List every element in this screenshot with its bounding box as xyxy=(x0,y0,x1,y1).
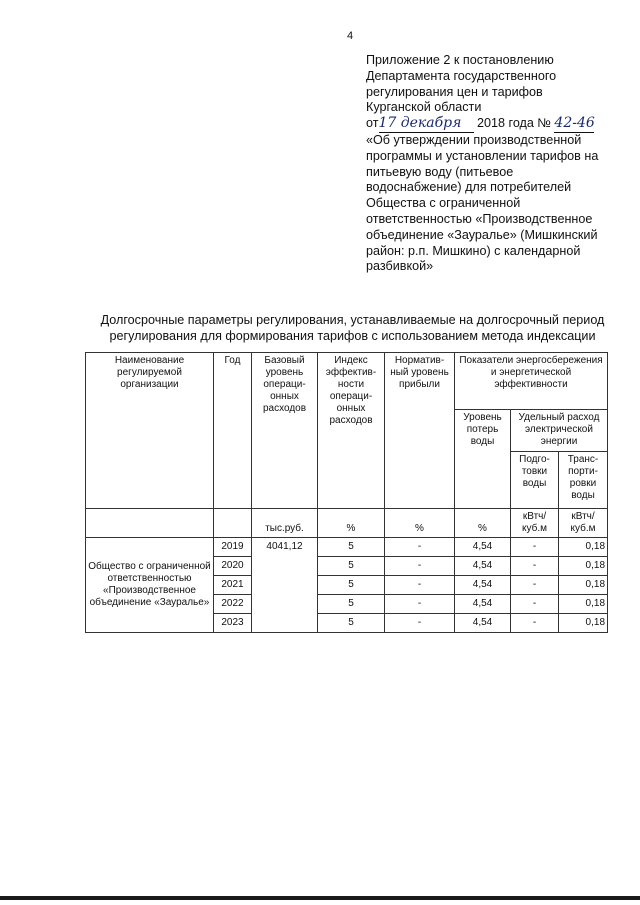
decree-line: ответственностью «Производственное xyxy=(366,211,593,226)
year-text: 2018 года № xyxy=(477,116,551,131)
cell-loss: 4,54 xyxy=(455,538,511,557)
header-specific: Удельный расход электрической энергии xyxy=(511,410,608,452)
appendix-line: Департамента государственного xyxy=(366,68,557,83)
cell-profit: - xyxy=(385,538,455,557)
cell-prep: - xyxy=(511,576,559,595)
cell-loss: 4,54 xyxy=(455,557,511,576)
header-index: Индекс эффектив-ности операци-онных расходов xyxy=(318,353,385,509)
cell-prep: - xyxy=(511,595,559,614)
cell-transport: 0,18 xyxy=(559,538,608,557)
cell-profit: - xyxy=(385,614,455,633)
units-profit: % xyxy=(385,509,455,538)
decree-line: питьевую воду (питьевое xyxy=(366,164,514,179)
handwritten-date: 17 декабря xyxy=(379,116,474,133)
cell-profit: - xyxy=(385,557,455,576)
title-line: регулирования для формирования тарифов с использованием метода индексации xyxy=(109,328,596,343)
decree-line: объединение «Зауралье» (Мишкинский xyxy=(366,227,598,242)
cell-prep: - xyxy=(511,614,559,633)
header-row xyxy=(86,353,608,410)
cell-index: 5 xyxy=(318,595,385,614)
page-number: 4 xyxy=(346,30,354,42)
cell-index: 5 xyxy=(318,557,385,576)
date-prefix: от xyxy=(366,116,379,131)
cell-profit: - xyxy=(385,576,455,595)
organization-name: Общество с ограниченной ответственностью «Производственное объединение «Зауралье» xyxy=(86,538,214,633)
cell-loss: 4,54 xyxy=(455,576,511,595)
cell-transport: 0,18 xyxy=(559,557,608,576)
header-profit: Норматив-ный уровень прибыли xyxy=(385,353,455,509)
header-prep: Подго-товки воды xyxy=(511,452,559,509)
cell-index: 5 xyxy=(318,538,385,557)
cell-index: 5 xyxy=(318,614,385,633)
units-row xyxy=(86,509,608,538)
decree-line: водоснабжение) для потребителей xyxy=(366,180,572,195)
units-base: тыс.руб. xyxy=(252,509,318,538)
table-row xyxy=(86,538,608,557)
header-year: Год xyxy=(214,353,252,509)
units-empty xyxy=(214,509,252,538)
cell-prep: - xyxy=(511,557,559,576)
cell-transport: 0,18 xyxy=(559,614,608,633)
cell-year: 2020 xyxy=(214,557,252,576)
header-org: Наименование регулируемой организации xyxy=(86,353,214,509)
appendix-line: Приложение 2 к постановлению xyxy=(366,53,554,67)
appendix-line: регулирования цен и тарифов xyxy=(366,84,543,99)
header-energy: Показатели энергосбережения и энергетической эффективности xyxy=(455,353,608,410)
cell-index: 5 xyxy=(318,576,385,595)
header-base: Базовый уровень операци-онных расходов xyxy=(252,353,318,509)
header-transport: Транс-порти-ровки воды xyxy=(559,452,608,509)
units-index: % xyxy=(318,509,385,538)
scan-edge-line xyxy=(0,896,640,900)
cell-profit: - xyxy=(385,595,455,614)
cell-transport: 0,18 xyxy=(559,595,608,614)
cell-transport: 0,18 xyxy=(559,576,608,595)
decree-line: Общества с ограниченной xyxy=(366,196,521,211)
units-loss: % xyxy=(455,509,511,538)
cell-year: 2022 xyxy=(214,595,252,614)
title-line: Долгосрочные параметры регулирования, устанавливаемые на долгосрочный период xyxy=(100,313,605,327)
appendix-line: Курганской области xyxy=(366,100,482,115)
decree-line: «Об утверждении производственной xyxy=(366,132,582,147)
appendix-date-line xyxy=(366,116,616,133)
decree-line: программы и установлении тарифов на xyxy=(366,148,599,163)
cell-year: 2023 xyxy=(214,614,252,633)
cell-year: 2019 xyxy=(214,538,252,557)
appendix-header xyxy=(366,53,616,275)
handwritten-number: 42-46 xyxy=(554,115,595,132)
cell-loss: 4,54 xyxy=(455,614,511,633)
cell-loss: 4,54 xyxy=(455,595,511,614)
header-loss: Уровень потерь воды xyxy=(455,410,511,509)
document-title xyxy=(80,313,625,344)
units-empty xyxy=(86,509,214,538)
units-transport: кВтч/ куб.м xyxy=(559,509,608,538)
decree-line: разбивкой» xyxy=(366,259,434,274)
cell-prep: - xyxy=(511,538,559,557)
decree-line: район: р.п. Мишкино) с календарной xyxy=(366,243,581,258)
cell-base: 4041,12 xyxy=(252,538,318,633)
parameters-table xyxy=(85,352,608,633)
units-prep: кВтч/ куб.м xyxy=(511,509,559,538)
cell-year: 2021 xyxy=(214,576,252,595)
